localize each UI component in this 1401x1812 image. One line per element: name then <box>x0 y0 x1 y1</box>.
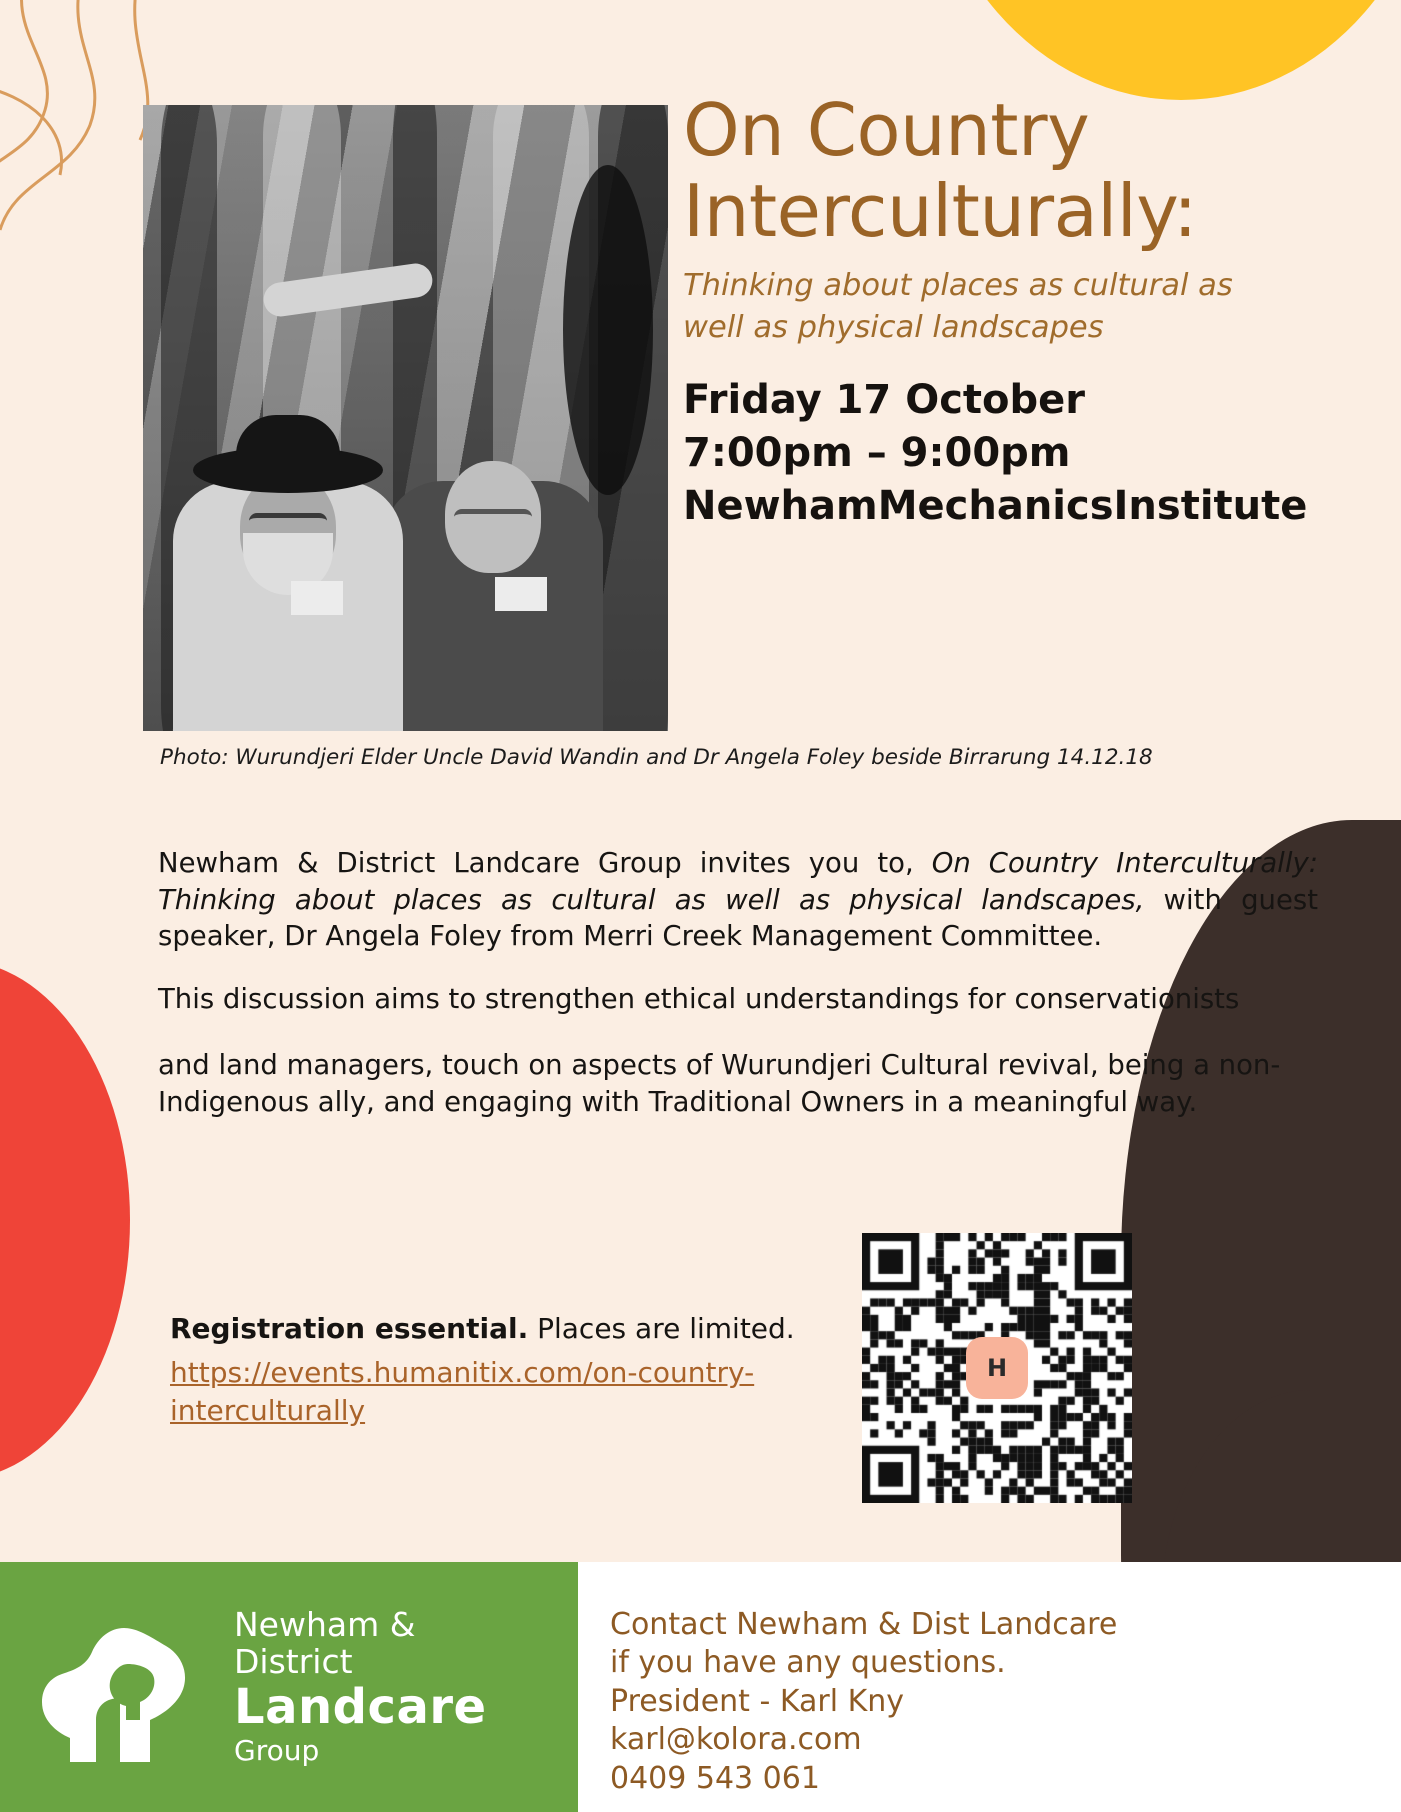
landcare-logo-icon <box>24 1602 224 1772</box>
photo-caption: Photo: Wurundjeri Elder Uncle David Wandin and Dr Angela Foley beside Birrarung 14.12.18 <box>160 745 1153 770</box>
glasses-icon <box>454 509 532 530</box>
logo-line-1: Newham & <box>234 1605 416 1645</box>
registration-block <box>170 1310 810 1430</box>
page-subtitle <box>683 265 1363 348</box>
invite-text-part-2: with guest speaker, Dr Angela Foley from Merri Creek Management Committee. <box>158 883 1318 953</box>
headline-block <box>683 90 1363 533</box>
contact-email[interactable]: karl@kolora.com <box>610 1722 862 1758</box>
page-title-line-1: On Country <box>683 88 1090 172</box>
invite-text-part-1: Newham & District Landcare Group invites you to, <box>158 847 932 879</box>
footer-logo-band <box>0 1562 578 1812</box>
contact-line-1: Contact Newham & Dist Landcare <box>610 1607 1118 1643</box>
person-right <box>383 431 603 731</box>
event-venue: NewhamMechanicsInstitute <box>683 482 1308 529</box>
qr-logo: H <box>966 1337 1028 1399</box>
event-date: Friday 17 October <box>683 377 1085 424</box>
logo-line-3: Landcare <box>234 1679 487 1736</box>
contact-president: President - Karl Kny <box>610 1683 905 1719</box>
yellow-arc-decoration <box>921 0 1401 100</box>
registration-note: Places are limited. <box>528 1312 795 1345</box>
hands-and-animal-logo-icon <box>24 1602 224 1772</box>
logo-line-2: District <box>234 1642 353 1682</box>
glasses-icon <box>249 513 327 534</box>
event-time: 7:00pm – 9:00pm <box>683 429 1071 476</box>
paragraph-invitation <box>158 845 1318 955</box>
qr-code[interactable] <box>862 1233 1132 1503</box>
red-blob-decoration <box>0 960 130 1480</box>
page-subtitle-line-2: well as physical landscapes <box>683 309 1104 345</box>
body-copy <box>158 845 1318 1146</box>
paragraph-discussion-aims: This discussion aims to strengthen ethical understandings for conservationists <box>158 982 1240 1015</box>
event-details <box>683 374 1363 532</box>
contact-line-2: if you have any questions. <box>610 1645 1006 1681</box>
name-badge <box>291 581 343 615</box>
invite-event-title: On Country Interculturally: Thinking about places as cultural as well as physical landscapes, <box>158 847 1318 916</box>
registration-heading: Registration essential. <box>170 1312 529 1345</box>
name-badge <box>495 577 547 611</box>
page-subtitle-line-1: Thinking about places as cultural as <box>683 268 1233 304</box>
event-photo <box>143 105 668 731</box>
paragraph-discussion-detail: and land managers, touch on aspects of Wurundjeri Cultural revival, being a non-Indigenous ally, and engaging with Traditional Owners in a meaningful way. <box>158 1049 1281 1118</box>
person-left <box>173 401 403 731</box>
landcare-logo-text <box>234 1607 487 1766</box>
logo-line-4: Group <box>234 1734 320 1768</box>
hat <box>193 447 383 493</box>
registration-link[interactable]: https://events.humanitix.com/on-country-interculturally <box>170 1356 755 1428</box>
photo-image <box>143 105 668 731</box>
contact-details <box>610 1606 1170 1798</box>
page-title-line-2: Interculturally: <box>683 168 1197 253</box>
contact-phone[interactable]: 0409 543 061 <box>610 1760 820 1796</box>
